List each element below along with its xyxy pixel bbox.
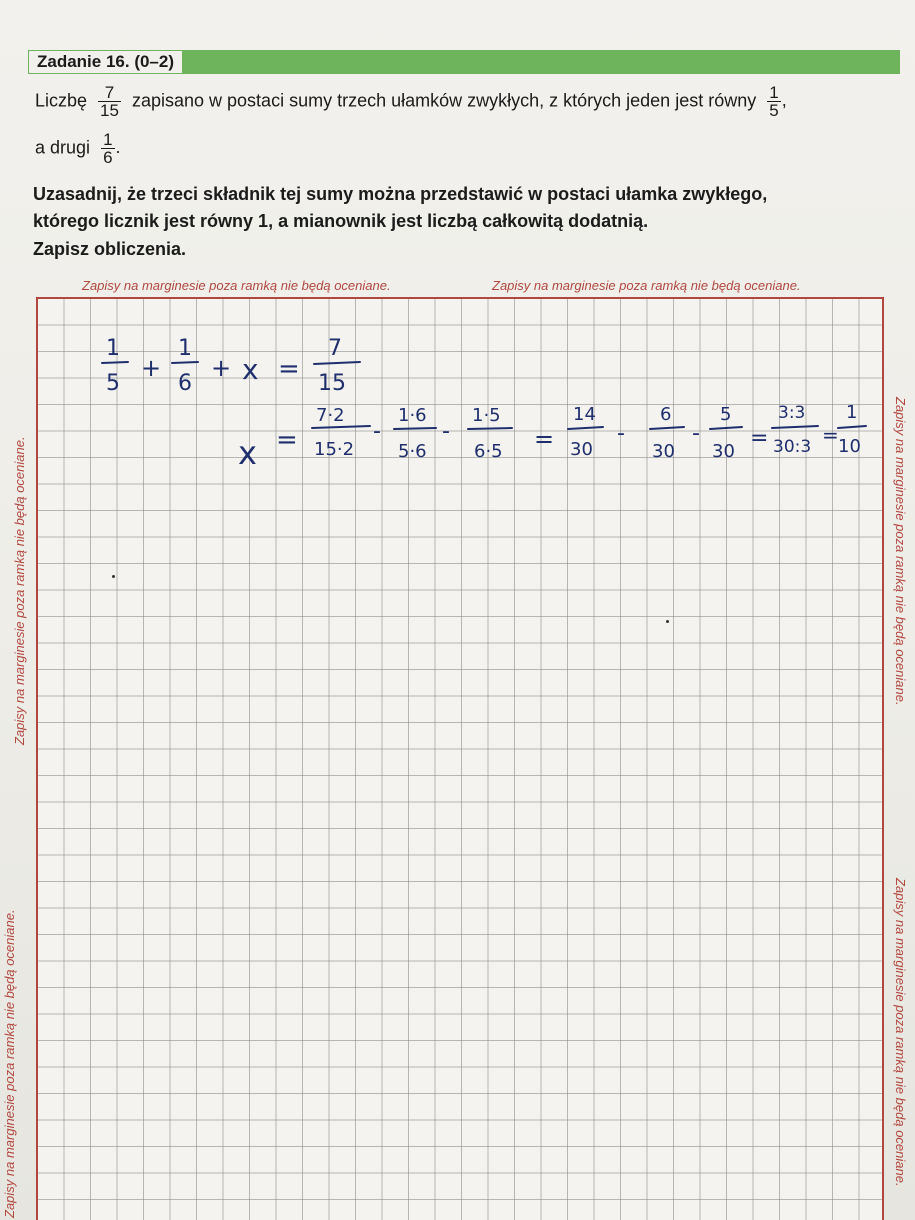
margin-note-top-left: Zapisy na marginesie poza ramką nie będą oceniane. [82, 278, 391, 293]
hw-eq-5: = [822, 423, 839, 447]
hw-t7-num: 3:3 [778, 403, 806, 423]
hw-t5-bar [650, 427, 684, 429]
hw-t2-num: 1·6 [398, 405, 427, 426]
hw-f3-bar [314, 362, 360, 364]
hw-f2-num: 1 [178, 336, 192, 361]
margin-note-left-upper: Zapisy na marginesie poza ramką nie będą oceniane. [12, 436, 27, 745]
hw-x-2: x [238, 434, 257, 472]
margin-note-right-lower: Zapisy na marginesie poza ramką nie będą oceniane. [893, 878, 908, 1187]
hw-t6-num: 5 [720, 404, 732, 425]
fraction-first-denominator: 5 [769, 101, 779, 120]
hw-minus-3: - [617, 421, 625, 446]
hw-t1-num: 7·2 [316, 405, 345, 426]
margin-note-left-lower: Zapisy na marginesie poza ramką nie będą oceniane. [2, 909, 17, 1218]
pencil-dot [666, 620, 669, 623]
hw-t8-num: 1 [846, 402, 858, 423]
task-title: Zadanie 16. (0–2) [28, 50, 183, 74]
hw-f1-den: 5 [106, 371, 120, 396]
task-text-mid: zapisano w postaci sumy trzech ułamków zwykłych, z których jeden jest równy [131, 90, 757, 111]
hw-f1-bar [102, 362, 128, 363]
hw-t3-bar [468, 428, 512, 429]
hw-plus-2: + [211, 354, 232, 382]
hw-f2-bar [172, 362, 198, 363]
fraction-first-numerator: 1 [769, 83, 779, 102]
hw-f3-num: 7 [328, 336, 342, 361]
hw-t3-den: 6·5 [474, 441, 503, 462]
margin-note-top-right: Zapisy na marginesie poza ramką nie będą oceniane. [492, 278, 801, 293]
hw-t4-num: 14 [573, 404, 596, 425]
fraction-main-denominator: 15 [100, 101, 119, 120]
hw-eq-3: = [534, 425, 555, 453]
hw-t7-bar [772, 426, 818, 428]
hw-t4-bar [568, 427, 603, 429]
hw-t6-den: 30 [712, 441, 735, 462]
fraction-second-numerator: 1 [103, 130, 113, 149]
instruction-line-2: którego licznik jest równy 1, a mianownik jest liczbą całkowitą dodatnią. [33, 211, 649, 231]
hw-plus-1: + [141, 354, 162, 382]
hw-t7-den: 30:3 [773, 437, 812, 457]
task-text-pre: Liczbę [35, 90, 88, 111]
hw-eq-4: = [750, 426, 769, 451]
fraction-main-numerator: 7 [104, 83, 115, 102]
handwriting-line-2 [238, 402, 866, 472]
hw-t2-bar [394, 428, 436, 429]
fraction-second-denominator: 6 [103, 148, 113, 167]
hw-t3-num: 1·5 [472, 405, 501, 426]
hw-eq-2: = [276, 425, 298, 455]
hw-t6-bar [710, 427, 742, 429]
hw-t8-bar [838, 426, 866, 428]
hw-minus-4: - [692, 421, 700, 446]
hw-minus-2: - [442, 419, 450, 444]
hw-eq-1: = [278, 354, 300, 384]
margin-note-right-upper: Zapisy na marginesie poza ramką nie będą oceniane. [893, 397, 908, 706]
hw-t5-num: 6 [660, 404, 672, 425]
task-text-second: a drugi [35, 137, 91, 158]
instruction-line-1: Uzasadnij, że trzeci składnik tej sumy można przedstawić w postaci ułamka zwykłego, [33, 184, 768, 204]
hw-f1-num: 1 [106, 336, 120, 361]
hw-t1-bar [312, 426, 370, 428]
hw-t2-den: 5·6 [398, 441, 427, 462]
hw-t4-den: 30 [570, 439, 593, 460]
hw-t1-den: 15·2 [314, 439, 355, 460]
instruction-line-3: Zapisz obliczenia. [33, 239, 187, 259]
pencil-dot [112, 575, 115, 578]
handwriting-line-1 [102, 336, 360, 396]
hw-f2-den: 6 [178, 371, 192, 396]
task-text-comma: , [781, 90, 787, 111]
hw-t5-den: 30 [652, 441, 675, 462]
task-text-period: . [115, 137, 121, 158]
hw-minus-1: - [373, 419, 381, 444]
hw-x-1: x [242, 353, 259, 386]
hw-f3-den: 15 [318, 371, 346, 396]
hw-t8-den: 10 [838, 436, 861, 457]
